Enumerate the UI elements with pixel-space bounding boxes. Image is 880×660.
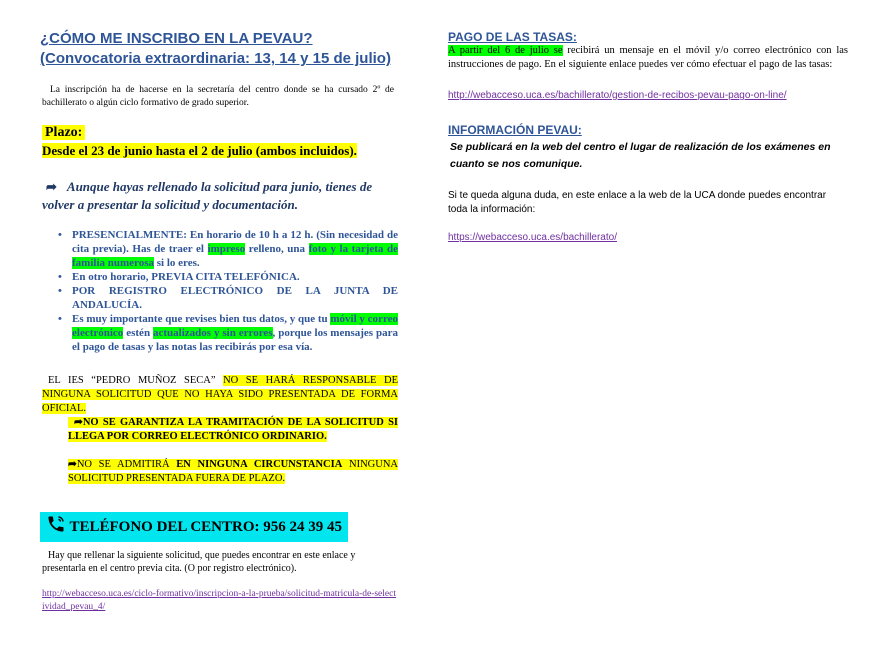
bullet1-text-c: si lo eres.: [154, 257, 200, 269]
list-item: [42, 312, 398, 354]
pago-text: recibirá un mensaje en el móvil y/o correo electrónico con las instrucciones de pago. En el siguiente enlace puedes ver cómo efectuar el pago de las tasas:: [448, 45, 848, 70]
page-subtitle: (Convocatoria extraordinaria: 13, 14 y 15 de julio): [40, 50, 391, 67]
list-item: [42, 228, 398, 270]
warning-deadline-a: NO SE ADMITIRÁ: [76, 459, 177, 470]
phone-banner: [40, 512, 348, 542]
aunque-text: Aunque hayas rellenado la solicitud para junio, tienes de volver a presentar la solicitud y documentación.: [42, 179, 373, 212]
intro-paragraph: La inscripción ha de hacerse en la secretaría del centro donde se ha cursado 2º de bachillerato o algún ciclo formativo de grado superior.: [42, 85, 394, 108]
uca-link[interactable]: https://webacceso.uca.es/bachillerato/: [448, 232, 617, 243]
bullet1-text-b: relleno, una: [245, 243, 309, 255]
bullet2-text: En otro horario, PREVIA CITA TELEFÓNICA.: [72, 271, 300, 283]
bullet4-text-b: estén: [123, 327, 153, 339]
list-item: [42, 270, 398, 284]
bullet4-highlight-movil: móvil y correo electrónico: [72, 313, 399, 339]
bullet3-text: POR REGISTRO ELECTRÓNICO DE LA JUNTA DE ANDALUCÍA.: [72, 285, 398, 311]
bullet4-text-c: , porque los mensajes para el pago de tasas y las notas las recibirás por esa vía.: [72, 327, 398, 353]
ies-disclaimer-highlight: NO SE HARÁ RESPONSABLE DE NINGUNA SOLICITUD QUE NO HAYA SIDO PRESENTADA DE FORMA OFICIAL.: [42, 375, 398, 414]
warning-deadline: [68, 458, 398, 486]
plazo-label: [42, 125, 85, 141]
bullet1-highlight-impreso: impreso: [207, 243, 246, 255]
pago-title: PAGO DE LAS TASAS:: [448, 30, 577, 44]
duda-paragraph: Si te queda alguna duda, en este enlace a la web de la UCA donde puedes encontrar toda la información:: [448, 190, 827, 215]
page-title: ¿CÓMO ME INSCRIBO EN LA PEVAU?: [40, 30, 313, 47]
aunque-paragraph: [42, 178, 398, 214]
plazo-label-text: Plazo:: [42, 125, 85, 140]
warning-deadline-c: NINGUNA SOLICITUD PRESENTADA FUERA DE PLAZO.: [68, 459, 399, 484]
arrow-icon: ➦: [46, 179, 57, 194]
warning-email: [68, 416, 398, 444]
info-paragraph: Se publicará en la web del centro el lugar de realización de los exámenes en cuanto se nos comunique.: [450, 141, 831, 170]
list-item: [42, 284, 398, 312]
bullet1-highlight-foto: foto y la tarjeta de familia numerosa: [72, 243, 398, 269]
pago-link[interactable]: http://webacceso.uca.es/bachillerato/gestion-de-recibos-pevau-pago-on-line/: [448, 90, 787, 101]
bullet4-highlight-actualizados: actualizados y sin errores: [152, 327, 273, 339]
plazo-dates-text: Desde el 23 de junio hasta el 2 de julio (ambos incluidos).: [42, 143, 357, 158]
arrow-icon: ➦: [74, 417, 83, 428]
bullet1-text-a: PRESENCIALMENTE: En horario de 10 h a 12 h. (Sin necesidad de cita previa). Has de traer el: [72, 229, 398, 255]
phone-number: TELÉFONO DEL CENTRO: 956 24 39 45: [69, 519, 343, 535]
pago-paragraph: [448, 44, 848, 72]
phone-icon: [46, 514, 66, 534]
solicitud-link[interactable]: http://webacceso.uca.es/ciclo-formativo/inscripcion-a-la-prueba/solicitud-matricula-de-selectividad_pevau_4/: [42, 589, 396, 612]
plazo-dates: [42, 143, 357, 159]
solicitud-paragraph: Hay que rellenar la siguiente solicitud, que puedes encontrar en este enlace y presentarla en el centro previa cita. (O por registro electrónico).: [42, 550, 356, 574]
ies-disclaimer: [42, 374, 398, 416]
info-title: INFORMACIÓN PEVAU:: [448, 123, 582, 137]
bullet4-text-a: Es muy importante que revises bien tus datos, y que tu: [72, 313, 331, 325]
pago-highlight: A partir del 6 de julio se: [448, 45, 563, 56]
warning-email-text: NO SE GARANTIZA LA TRAMITACIÓN DE LA SOLICITUD SI LLEGA POR CORREO ELECTRÓNICO ORDINARIO.: [68, 417, 398, 442]
inscription-options-list: [42, 228, 398, 354]
warning-deadline-bold: EN NINGUNA CIRCUNSTANCIA: [176, 459, 343, 470]
ies-disclaimer-plain: EL IES “PEDRO MUÑOZ SECA”: [48, 375, 216, 386]
arrow-icon: ➦: [68, 459, 77, 470]
